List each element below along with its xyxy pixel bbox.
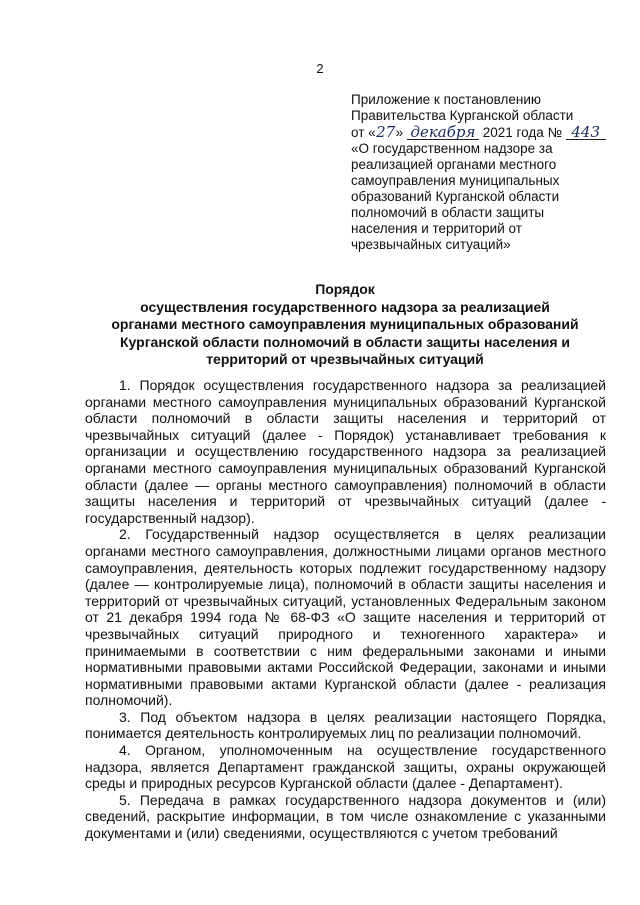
- document-title: [85, 281, 605, 369]
- appendix-line: Правительства Курганской области: [351, 108, 574, 123]
- appendix-line: «О государственном надзоре за: [351, 141, 553, 156]
- title-line: органами местного самоуправления муниципальных образований: [111, 316, 579, 332]
- paragraph-3: 3. Под объектом надзора в целях реализации настоящего Порядка, понимается деятельность контролируемых лиц по реализации полномочий.: [85, 708, 606, 742]
- date-year-text: 2021 года №: [482, 125, 562, 140]
- appendix-line: образований Курганской области: [351, 189, 560, 204]
- title-heading: Порядок: [315, 281, 375, 297]
- handwritten-doc-number: 443: [566, 125, 606, 140]
- title-line: Курганской области полномочий в области защиты населения и: [120, 333, 570, 350]
- page-number: 2: [316, 61, 324, 76]
- appendix-line: реализацией органами местного: [351, 157, 557, 172]
- handwritten-month: декабря: [407, 125, 479, 140]
- appendix-line: полномочий в области защиты: [351, 205, 545, 220]
- appendix-block: [351, 92, 613, 253]
- appendix-line: чрезвычайных ситуаций»: [351, 237, 511, 252]
- title-line: территорий от чрезвычайных ситуаций: [206, 351, 484, 367]
- paragraph-4: 4. Органом, уполномоченным на осуществление государственного надзора, является Департамент гражданской защиты, охраны окружающей среды и природных ресурсов Курганской области (далее - Департамент).: [85, 742, 606, 792]
- paragraph-5: 5. Передача в рамках государственного надзора документов и (или) сведений, раскрытие информации, в том числе ознакомление с указанными документами и (или) сведениями, осуществляются с учетом требований: [85, 791, 606, 842]
- document-body: [85, 377, 606, 842]
- appendix-date-line: [351, 124, 613, 141]
- date-prefix: от «: [351, 125, 376, 140]
- handwritten-day: 27: [376, 123, 396, 141]
- appendix-line: самоуправления муниципальных: [351, 173, 560, 188]
- date-quote-close: »: [395, 125, 404, 140]
- title-line: осуществления государственного надзора за реализацией: [140, 298, 550, 315]
- appendix-line: Приложение к постановлению: [351, 92, 542, 107]
- appendix-line: населения и территорий от: [351, 221, 522, 236]
- paragraph-1: 1. Порядок осуществления государственного надзора за реализацией органами местного самоуправления муниципальных образований Курганской области полномочий в области защиты населения и территорий от чрезвычайных ситуаций (далее - Порядок) устанавливает требования к организации и осуществлению государственного надзора за реализацией органами местного самоуправления муниципальных образований Курганской области (далее — органы местного самоуправления) полномочий в области защиты населения и территорий от чрезвычайных ситуаций (далее - государственный надзор).: [85, 377, 606, 526]
- paragraph-2: 2. Государственный надзор осуществляется в целях реализации органами местного самоуправления, должностными лицами органов местного самоуправления, деятельность которых подлежит государственному надзору (далее — контролируемые лица), полномочий в области защиты населения и территорий от чрезвычайных ситуаций, установленных Федеральным законом от 21 декабря 1994 года № 68-ФЗ «О защите населения и территорий от чрезвычайных ситуаций природного и техногенного характера» и принимаемыми в соответствии с ним федеральными законами и иными нормативными правовыми актами Российской Федерации, законами и иными нормативными правовыми актами Курганской области (далее - реализация полномочий).: [85, 526, 606, 709]
